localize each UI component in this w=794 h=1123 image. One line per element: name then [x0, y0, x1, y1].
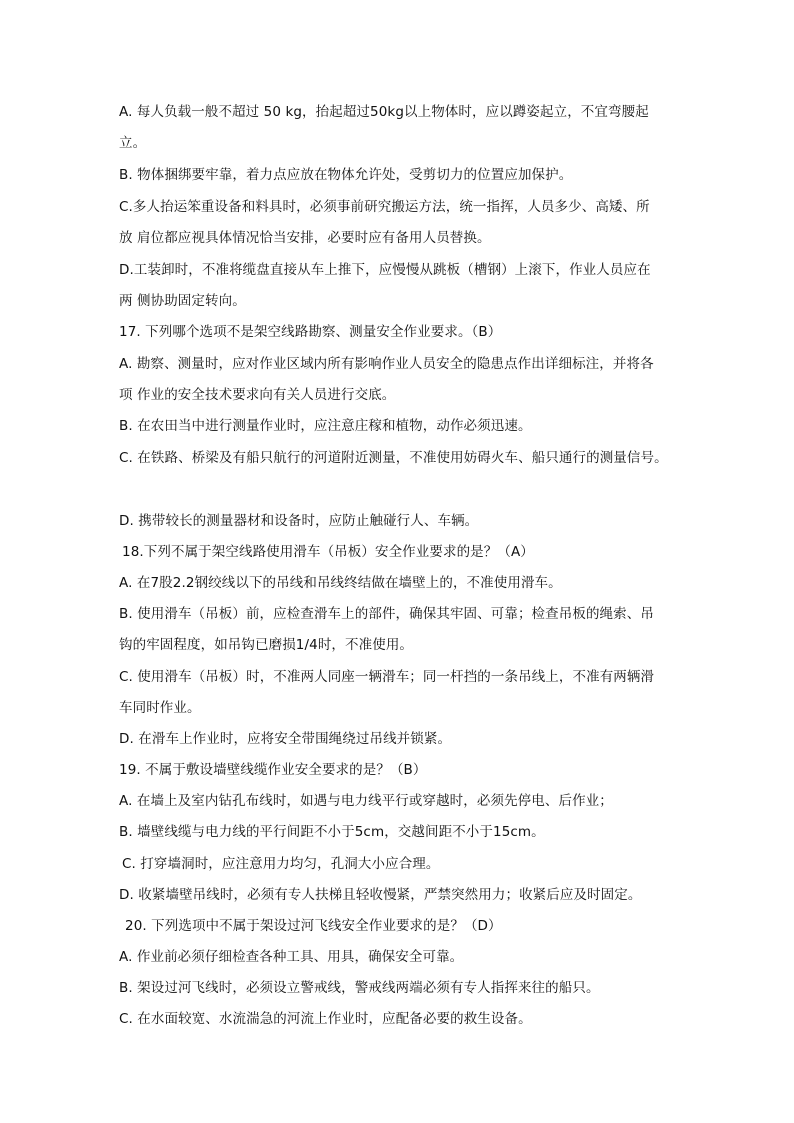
- q18-option-d: D. 在滑车上作业时，应将安全带围绳绕过吊线并锁紧。: [119, 731, 452, 747]
- question-17: 17. 下列哪个选项不是架空线路勘察、测量安全作业要求。（B）: [119, 324, 502, 340]
- option-c-multi-person: C.多人抬运笨重设备和料具时，必须事前研究搬运方法，统一指挥，人员多少、高矮、所: [119, 199, 650, 215]
- q19-option-a: A. 在墙上及室内钻孔布线时，如遇与电力线平行或穿越时，必须先停电、后作业；: [119, 793, 613, 809]
- q19-option-c: C. 打穿墙洞时，应注意用力均匀，孔洞大小应合理。: [122, 856, 440, 872]
- question-18: 18.下列不属于架空线路使用滑车（吊板）安全作业要求的是？（A）: [122, 544, 534, 560]
- q19-option-b: B. 墙壁线缆与电力线的平行间距不小于5cm，交越间距不小于15cm。: [119, 824, 545, 840]
- q18-option-b-cont: 钩的牢固程度，如吊钩已磨损1/4时，不准使用。: [119, 637, 414, 653]
- q20-option-b: B. 架设过河飞线时，必须设立警戒线，警戒线两端必须有专人指挥来往的船只。: [119, 980, 600, 996]
- q19-option-d: D. 收紧墙壁吊线时，必须有专人扶梯且轻收慢紧，严禁突然用力；收紧后应及时固定。: [119, 887, 642, 903]
- q18-option-c-cont: 车同时作业。: [119, 700, 201, 716]
- option-d-unloading-cont: 两 侧协助固定转向。: [119, 293, 246, 309]
- option-c-multi-person-cont: 放 肩位都应视具体情况恰当安排，必要时应有备用人员替换。: [119, 230, 491, 246]
- option-b-binding: B. 物体捆绑要牢靠，着力点应放在物体允许处，受剪切力的位置应加保护。: [119, 167, 573, 183]
- option-d-unloading: D.工装卸时，不准将缆盘直接从车上推下，应慢慢从跳板（槽钢）上滚下，作业人员应在: [119, 262, 651, 278]
- q18-option-b: B. 使用滑车（吊板）前，应检查滑车上的部件，确保其牢固、可靠；检查吊板的绳索、吊: [119, 606, 654, 622]
- question-20: 20. 下列选项中不属于架设过河飞线安全作业要求的是？（D）: [125, 918, 502, 934]
- q18-option-c: C. 使用滑车（吊板）时，不准两人同座一辆滑车；同一杆挡的一条吊线上，不准有两辆滑: [119, 669, 655, 685]
- q20-option-c: C. 在水面较宽、水流湍急的河流上作业时，应配备必要的救生设备。: [119, 1011, 532, 1027]
- q17-option-d: D. 携带较长的测量器材和设备时，应防止触碰行人、车辆。: [119, 513, 479, 529]
- q17-option-a: A. 勘察、测量时，应对作业区域内所有影响作业人员安全的隐患点作出详细标注，并将各: [119, 356, 654, 372]
- q17-option-b: B. 在农田当中进行测量作业时，应注意庄稼和植物，动作必须迅速。: [119, 418, 532, 434]
- question-19: 19. 不属于敷设墙壁线缆作业安全要求的是？（B）: [119, 762, 427, 778]
- q20-option-a: A. 作业前必须仔细检查各种工具、用具，确保安全可靠。: [119, 949, 464, 965]
- q18-option-a: A. 在7股2.2钢绞线以下的吊线和吊线终结做在墙壁上的，不准使用滑车。: [119, 575, 562, 591]
- q17-option-c: C. 在铁路、桥梁及有船只航行的河道附近测量，不准使用妨碍火车、船只通行的测量信号。: [119, 450, 668, 466]
- option-a-load-limit: A. 每人负载一般不超过 50 kg，抬起超过50kg以上物体时，应以蹲姿起立，不宜弯腰起: [119, 104, 649, 120]
- option-a-load-limit-cont: 立。: [119, 135, 147, 151]
- q17-option-a-cont: 项 作业的安全技术要求向有关人员进行交底。: [119, 387, 396, 403]
